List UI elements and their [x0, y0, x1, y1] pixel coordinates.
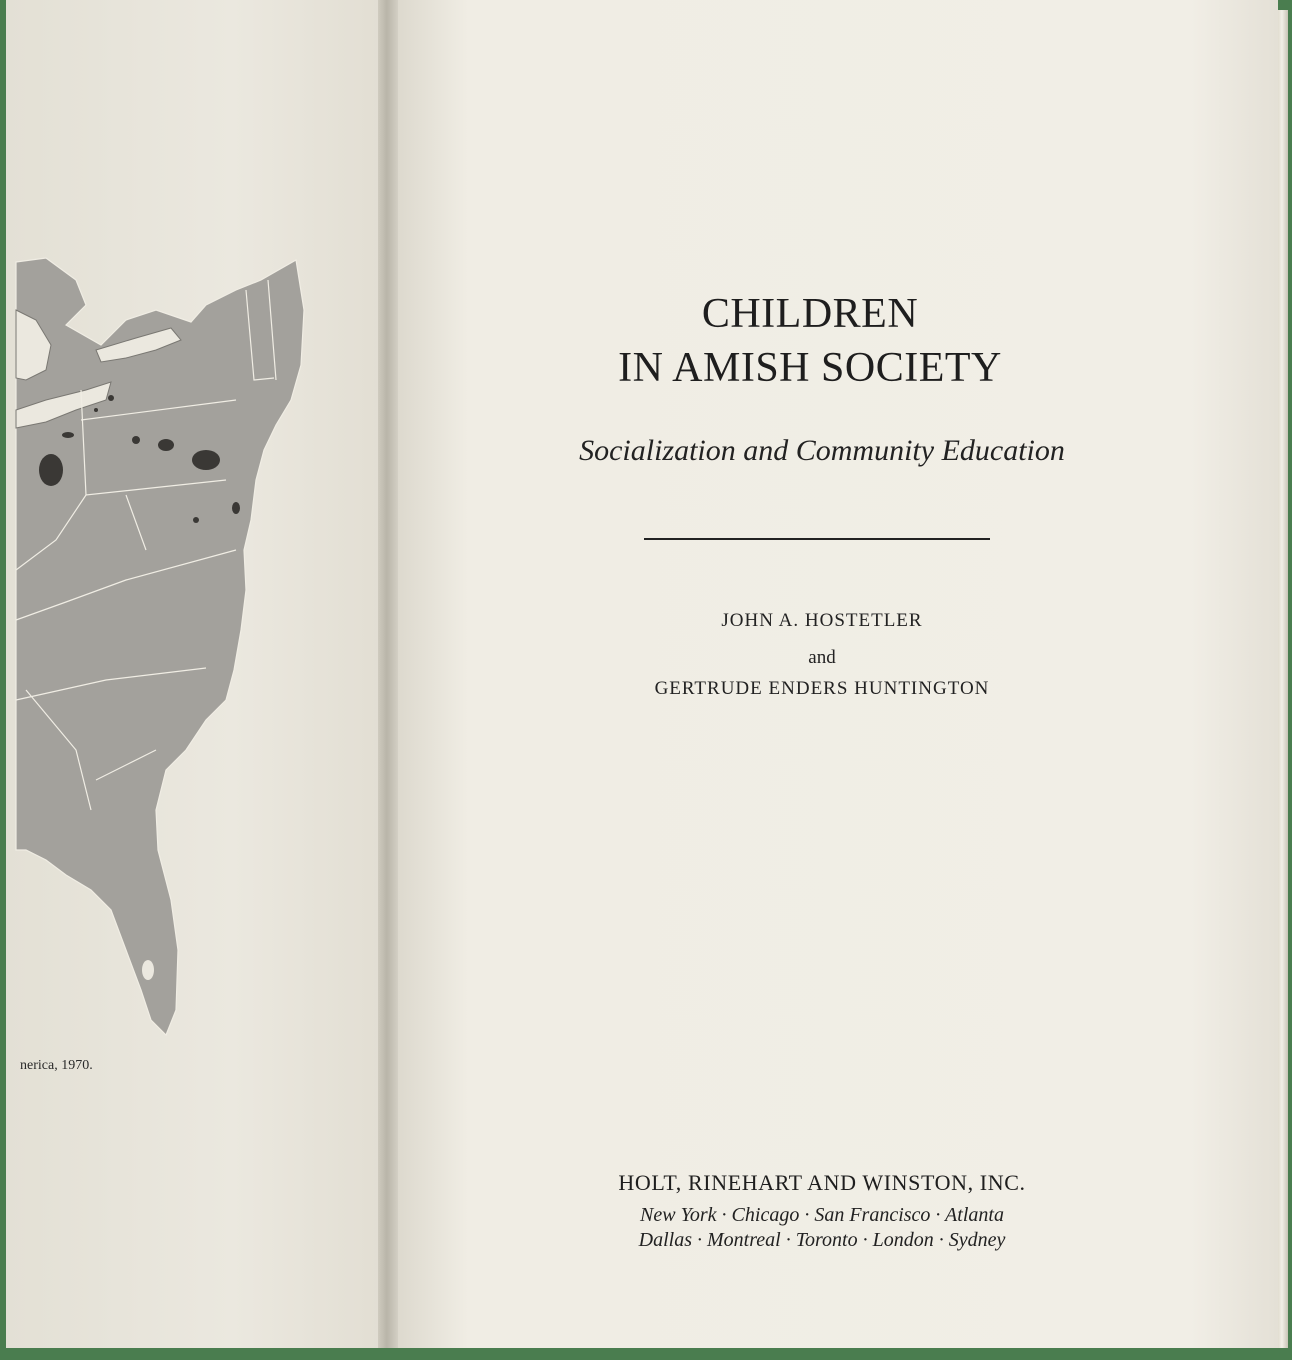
- title-page: [398, 0, 1278, 1348]
- author-conjunction: and: [808, 647, 836, 668]
- title-line-1: CHILDREN: [701, 291, 919, 337]
- publisher: HOLT, RINEHART AND WINSTON, INC.: [618, 1170, 1026, 1195]
- author-1: JOHN A. HOSTETLER: [721, 610, 923, 631]
- title-line-2: IN AMISH SOCIETY: [618, 345, 1002, 391]
- amish-settlement-map: [6, 250, 384, 1050]
- title-rule: [644, 538, 990, 540]
- map-land: [16, 258, 304, 1035]
- book-gutter: [378, 0, 400, 1348]
- subtitle: Socialization and Community Education: [579, 434, 1065, 467]
- left-page: [6, 0, 384, 1348]
- publisher-cities-1: New York · Chicago · San Francisco · Atlanta: [640, 1204, 1004, 1226]
- publisher-cities-2: Dallas · Montreal · Toronto · London · Sydney: [638, 1229, 1006, 1251]
- map-caption: nerica, 1970.: [20, 1058, 93, 1073]
- author-2: GERTRUDE ENDERS HUNTINGTON: [654, 678, 990, 699]
